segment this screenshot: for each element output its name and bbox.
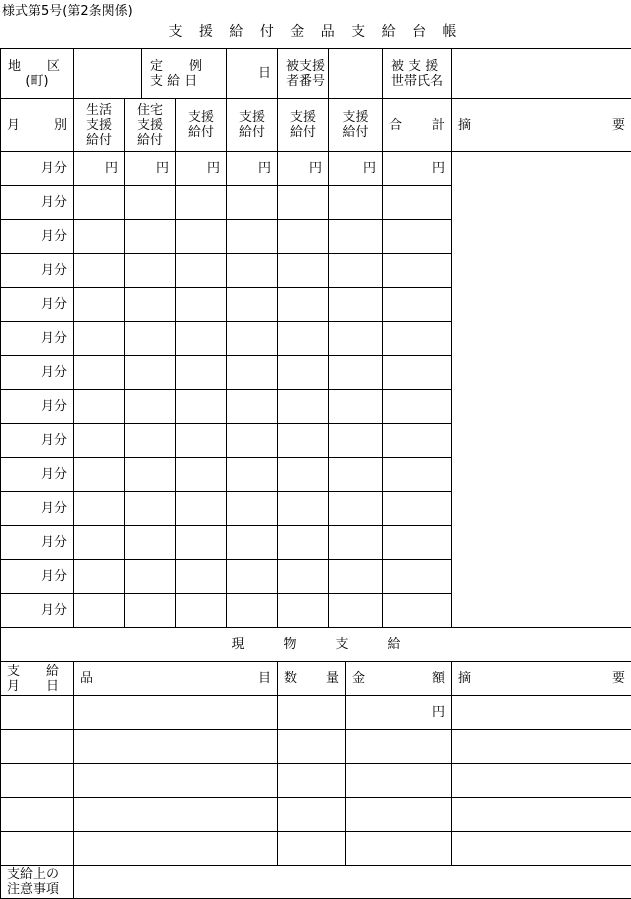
support-cell-4[interactable] <box>227 186 278 220</box>
living-support-cell[interactable] <box>74 560 125 594</box>
in-kind-amount-cell[interactable]: 円 <box>346 696 452 730</box>
month-column-header: 月 別 <box>1 99 74 152</box>
support-cell-6[interactable] <box>329 594 383 628</box>
support-cell-5[interactable] <box>278 458 329 492</box>
support-cell-5[interactable] <box>278 526 329 560</box>
support-cell-3[interactable] <box>176 254 227 288</box>
support-cell-4[interactable] <box>227 458 278 492</box>
in-kind-remarks-cell[interactable] <box>452 764 631 798</box>
support-header-5: 支援 給付 <box>278 99 329 152</box>
month-cell: 月分 <box>1 458 74 492</box>
month-cell: 月分 <box>1 288 74 322</box>
support-cell-6[interactable] <box>329 424 383 458</box>
support-cell-4[interactable] <box>227 254 278 288</box>
in-kind-row <box>1 832 631 866</box>
in-kind-remarks-header: 摘 要 <box>452 662 631 696</box>
total-cell[interactable] <box>383 594 452 628</box>
in-kind-item-cell[interactable] <box>74 730 278 764</box>
living-support-cell[interactable] <box>74 458 125 492</box>
support-cell-5[interactable] <box>278 594 329 628</box>
total-cell[interactable] <box>383 458 452 492</box>
in-kind-qty-cell[interactable] <box>278 798 346 832</box>
support-cell-6[interactable] <box>329 288 383 322</box>
living-support-cell[interactable] <box>74 424 125 458</box>
in-kind-date-cell[interactable] <box>1 764 74 798</box>
monthly-rows <box>1 152 631 628</box>
in-kind-section-title: 現 物 支 給 <box>1 628 631 662</box>
in-kind-qty-cell[interactable] <box>278 764 346 798</box>
total-cell[interactable] <box>383 560 452 594</box>
support-cell-5[interactable] <box>278 390 329 424</box>
support-cell-6[interactable] <box>329 220 383 254</box>
support-cell-3[interactable] <box>176 526 227 560</box>
total-cell[interactable] <box>383 390 452 424</box>
support-cell-4[interactable] <box>227 322 278 356</box>
support-cell-3[interactable] <box>176 458 227 492</box>
support-cell-6[interactable] <box>329 254 383 288</box>
in-kind-date-header: 支 給 月 日 <box>1 662 74 696</box>
support-cell-3[interactable] <box>176 220 227 254</box>
support-cell-6[interactable] <box>329 322 383 356</box>
in-kind-row <box>1 764 631 798</box>
living-support-cell[interactable] <box>74 220 125 254</box>
monthly-header-row <box>1 99 631 152</box>
housing-support-cell[interactable] <box>125 492 176 526</box>
living-support-cell[interactable] <box>74 254 125 288</box>
support-cell-4[interactable] <box>227 594 278 628</box>
regular-pay-label: 定 例 支 給 日 <box>142 49 227 99</box>
support-header-3: 支援 給付 <box>176 99 227 152</box>
support-cell-3[interactable]: 円 <box>176 152 227 186</box>
in-kind-amount-cell[interactable] <box>346 798 452 832</box>
support-cell-4[interactable] <box>227 220 278 254</box>
in-kind-date-cell[interactable] <box>1 696 74 730</box>
support-cell-3[interactable] <box>176 594 227 628</box>
support-cell-3[interactable] <box>176 492 227 526</box>
in-kind-item-cell[interactable] <box>74 798 278 832</box>
support-cell-5[interactable]: 円 <box>278 152 329 186</box>
month-cell: 月分 <box>1 492 74 526</box>
in-kind-row <box>1 730 631 764</box>
household-head-label: 被 支 援 世帯氏名 <box>383 49 452 99</box>
housing-support-cell[interactable]: 円 <box>125 152 176 186</box>
housing-support-cell[interactable] <box>125 186 176 220</box>
support-cell-5[interactable] <box>278 492 329 526</box>
support-cell-3[interactable] <box>176 322 227 356</box>
living-support-cell[interactable] <box>74 492 125 526</box>
in-kind-remarks-cell[interactable] <box>452 832 631 866</box>
month-cell: 月分 <box>1 526 74 560</box>
month-cell: 月分 <box>1 254 74 288</box>
in-kind-item-cell[interactable] <box>74 832 278 866</box>
support-cell-3[interactable] <box>176 186 227 220</box>
housing-support-cell[interactable] <box>125 560 176 594</box>
total-cell[interactable] <box>383 424 452 458</box>
total-cell[interactable] <box>383 254 452 288</box>
form-number: 様式第5号(第2条関係) <box>2 4 133 19</box>
support-cell-6[interactable]: 円 <box>329 152 383 186</box>
in-kind-item-cell[interactable] <box>74 764 278 798</box>
month-cell: 月分 <box>1 322 74 356</box>
support-cell-4[interactable] <box>227 288 278 322</box>
housing-support-cell[interactable] <box>125 322 176 356</box>
support-cell-3[interactable] <box>176 356 227 390</box>
support-cell-4[interactable] <box>227 356 278 390</box>
district-value[interactable] <box>74 49 142 99</box>
total-cell[interactable] <box>383 322 452 356</box>
housing-support-cell[interactable] <box>125 526 176 560</box>
in-kind-remarks-cell[interactable] <box>452 696 631 730</box>
support-cell-6[interactable] <box>329 492 383 526</box>
housing-support-header: 住宅 支援 給付 <box>125 99 176 152</box>
in-kind-rows <box>1 696 631 866</box>
in-kind-qty-cell[interactable] <box>278 832 346 866</box>
housing-support-cell[interactable] <box>125 254 176 288</box>
living-support-header: 生活 支援 給付 <box>74 99 125 152</box>
support-cell-3[interactable] <box>176 390 227 424</box>
month-cell: 月分 <box>1 356 74 390</box>
ledger-table <box>0 48 631 899</box>
support-cell-6[interactable] <box>329 458 383 492</box>
total-cell[interactable] <box>383 186 452 220</box>
in-kind-qty-cell[interactable] <box>278 730 346 764</box>
in-kind-date-cell[interactable] <box>1 832 74 866</box>
support-cell-4[interactable] <box>227 492 278 526</box>
total-cell[interactable] <box>383 288 452 322</box>
living-support-cell[interactable] <box>74 288 125 322</box>
in-kind-date-cell[interactable] <box>1 798 74 832</box>
in-kind-item-header: 品 目 <box>74 662 278 696</box>
support-cell-4[interactable]: 円 <box>227 152 278 186</box>
housing-support-cell[interactable] <box>125 220 176 254</box>
support-cell-6[interactable] <box>329 186 383 220</box>
support-cell-4[interactable] <box>227 526 278 560</box>
support-cell-5[interactable] <box>278 220 329 254</box>
recipient-number-label: 被支援 者番号 <box>278 49 329 99</box>
support-cell-6[interactable] <box>329 390 383 424</box>
in-kind-remarks-cell[interactable] <box>452 798 631 832</box>
month-cell: 月分 <box>1 594 74 628</box>
month-cell: 月分 <box>1 424 74 458</box>
housing-support-cell[interactable] <box>125 288 176 322</box>
support-cell-4[interactable] <box>227 390 278 424</box>
notes-label: 支給上の 注意事項 <box>1 866 74 899</box>
in-kind-row <box>1 696 631 730</box>
in-kind-row <box>1 798 631 832</box>
district-label: 地 区 (町) <box>1 49 74 99</box>
housing-support-cell[interactable] <box>125 390 176 424</box>
total-cell[interactable] <box>383 356 452 390</box>
household-head-value[interactable] <box>452 49 631 99</box>
support-cell-4[interactable] <box>227 424 278 458</box>
support-cell-5[interactable] <box>278 560 329 594</box>
in-kind-amount-cell[interactable] <box>346 764 452 798</box>
housing-support-cell[interactable] <box>125 424 176 458</box>
total-cell[interactable]: 円 <box>383 152 452 186</box>
month-cell: 月分 <box>1 186 74 220</box>
housing-support-cell[interactable] <box>125 458 176 492</box>
total-cell[interactable] <box>383 526 452 560</box>
remarks-header: 摘 要 <box>452 99 631 152</box>
notes-value[interactable] <box>74 866 631 899</box>
support-cell-5[interactable] <box>278 254 329 288</box>
living-support-cell[interactable]: 円 <box>74 152 125 186</box>
support-cell-5[interactable] <box>278 288 329 322</box>
in-kind-remarks-cell[interactable] <box>452 730 631 764</box>
housing-support-cell[interactable] <box>125 594 176 628</box>
support-cell-6[interactable] <box>329 560 383 594</box>
month-cell: 月分 <box>1 390 74 424</box>
support-header-4: 支援 給付 <box>227 99 278 152</box>
in-kind-qty-cell[interactable] <box>278 696 346 730</box>
support-cell-6[interactable] <box>329 526 383 560</box>
in-kind-header-row <box>1 662 631 696</box>
support-cell-5[interactable] <box>278 322 329 356</box>
support-cell-5[interactable] <box>278 356 329 390</box>
regular-pay-day[interactable]: 日 <box>227 49 278 99</box>
housing-support-cell[interactable] <box>125 356 176 390</box>
total-header: 合 計 <box>383 99 452 152</box>
living-support-cell[interactable] <box>74 594 125 628</box>
month-cell: 月分 <box>1 560 74 594</box>
support-cell-3[interactable] <box>176 560 227 594</box>
total-cell[interactable] <box>383 492 452 526</box>
support-cell-3[interactable] <box>176 288 227 322</box>
support-cell-5[interactable] <box>278 424 329 458</box>
support-cell-3[interactable] <box>176 424 227 458</box>
in-kind-qty-header: 数 量 <box>278 662 346 696</box>
remarks-cell[interactable] <box>452 152 631 628</box>
living-support-cell[interactable] <box>74 390 125 424</box>
in-kind-amount-cell[interactable] <box>346 832 452 866</box>
month-cell: 月分 <box>1 220 74 254</box>
support-header-6: 支援 給付 <box>329 99 383 152</box>
living-support-cell[interactable] <box>74 322 125 356</box>
in-kind-amount-header: 金 額 <box>346 662 452 696</box>
recipient-number-value[interactable] <box>329 49 383 99</box>
in-kind-item-cell[interactable] <box>74 696 278 730</box>
in-kind-date-cell[interactable] <box>1 730 74 764</box>
living-support-cell[interactable] <box>74 356 125 390</box>
monthly-row <box>1 152 631 186</box>
support-cell-5[interactable] <box>278 186 329 220</box>
in-kind-amount-cell[interactable] <box>346 730 452 764</box>
living-support-cell[interactable] <box>74 526 125 560</box>
support-cell-6[interactable] <box>329 356 383 390</box>
form-title: 支 援 給 付 金 品 支 給 台 帳 <box>168 24 463 40</box>
month-cell: 月分 <box>1 152 74 186</box>
support-cell-4[interactable] <box>227 560 278 594</box>
living-support-cell[interactable] <box>74 186 125 220</box>
total-cell[interactable] <box>383 220 452 254</box>
